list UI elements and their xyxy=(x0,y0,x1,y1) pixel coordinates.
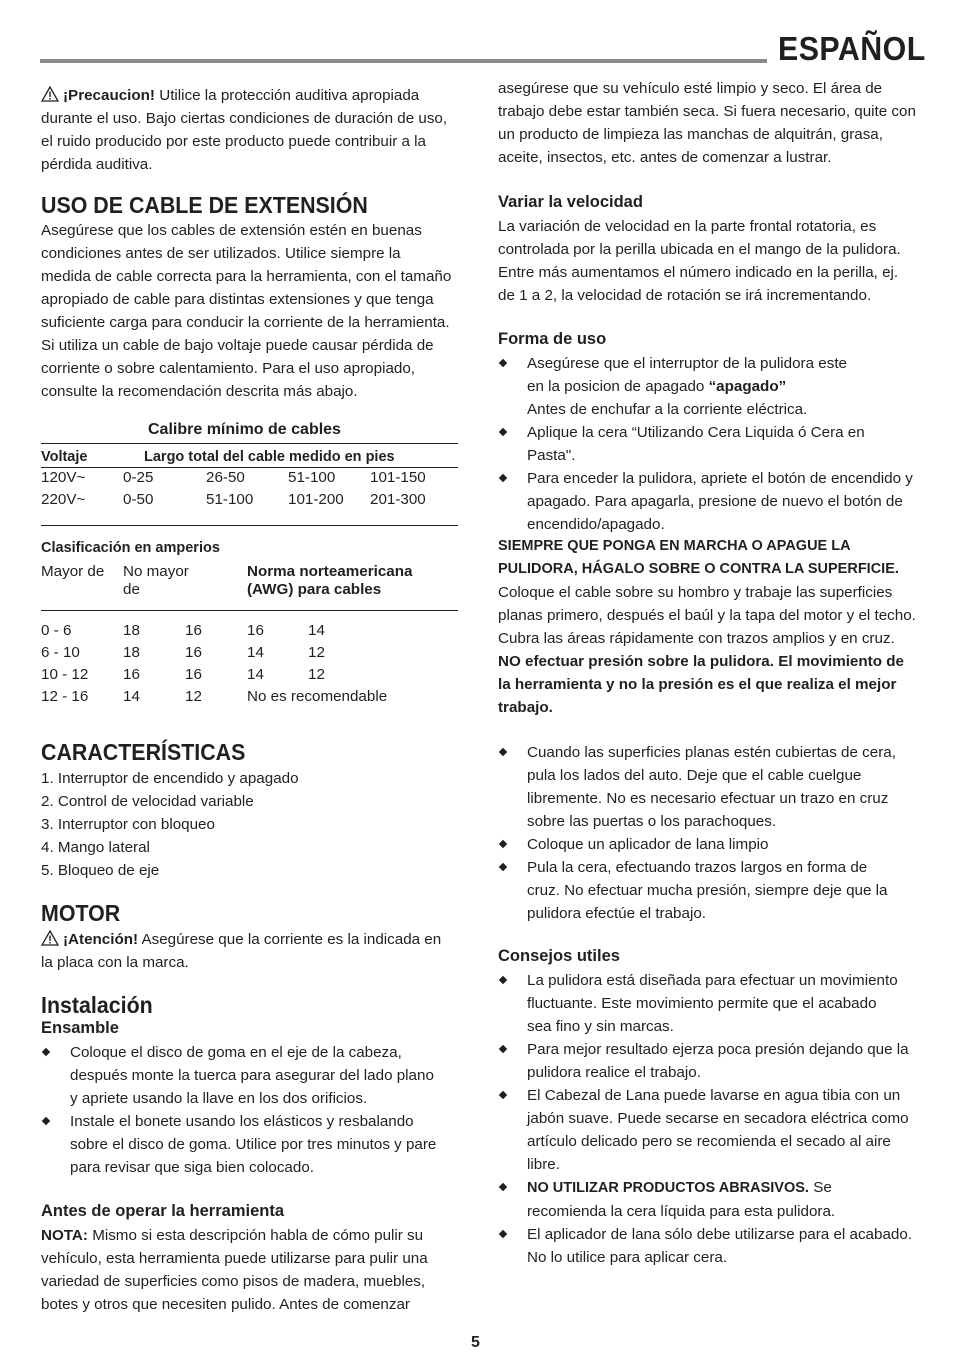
bullet-icon xyxy=(499,840,507,848)
motor-text: Asegúrese que la corriente es la indicada en la placa con la marca. xyxy=(41,931,442,971)
list-item: Para mejor resultado ejerza poca presión dejando que la pulidora realice el trabajo. xyxy=(498,1038,912,1084)
language-heading: ESPAÑOL xyxy=(778,30,926,67)
table2-h-nomayor: No mayor de xyxy=(123,563,189,598)
speed-body: La variación de velocidad en la parte frontal rotatoria, es controlada por la perilla ubicada en el mango de la pulidora. Entre más aumentamos el número indicado en la perilla, ej. de 1 a 2, la velocidad de rotación se irá incrementando. xyxy=(498,218,901,304)
motor-label: ¡Atención! xyxy=(63,931,139,948)
speed-title: Variar la velocidad xyxy=(498,193,643,211)
list-item: Cuando las superficies planas estén cubiertas de cera, pula los lados del auto. Deje que el cable cuelgue libremente. No es necesario efectuar un trazo en cruz sobre las puertas o los parachoques. xyxy=(498,741,900,833)
bullet-icon xyxy=(499,1091,507,1099)
list-item: Pula la cera, efectuando trazos largos en forma de cruz. No efectuar mucha presión, siempre deje que la pulidora efectúe el trabajo. xyxy=(498,856,900,925)
feature-item: 1. Interruptor de encendido y apagado xyxy=(41,770,299,787)
list-item: La pulidora está diseñada para efectuar un movimiento fluctuante. Este movimiento permite que el acabado sea fino y sin marcas. xyxy=(498,969,902,1038)
bullet-icon xyxy=(42,1048,50,1056)
table1-col-voltage: Voltaje xyxy=(41,449,88,465)
feature-item: 3. Interruptor con bloqueo xyxy=(41,816,215,833)
feature-item: 2. Control de velocidad variable xyxy=(41,793,254,810)
bullet-icon xyxy=(499,863,507,871)
table1-bottom-rule xyxy=(41,525,458,526)
table2-title: Clasificación en amperios xyxy=(41,540,220,556)
features-title: CARACTERÍSTICAS xyxy=(41,739,246,765)
motor-title: MOTOR xyxy=(41,900,121,926)
list-item: Coloque el disco de goma en el eje de la cabeza, después monte la tuerca para asegurar del lado plano y apriete usando la llave en los dos orificios. xyxy=(41,1041,441,1110)
bullet-icon xyxy=(499,1045,507,1053)
features-list xyxy=(41,767,453,882)
tips-title: Consejos utiles xyxy=(498,947,620,965)
bullet-icon xyxy=(499,1183,507,1191)
list-item: Para enceder la pulidora, apriete el botón de encendido y apagado. Para apagarla, presione de nuevo el botón de encendido/apagado. xyxy=(498,467,916,536)
bullet-icon xyxy=(499,428,507,436)
table1-title: Calibre mínimo de cables xyxy=(148,421,341,438)
before-title: Antes de operar la herramienta xyxy=(41,1202,285,1220)
usage-list xyxy=(498,352,916,536)
table2-h-norma: Norma norteamericana (AWG) para cables xyxy=(247,563,413,598)
precaution-text: Utilice la protección auditiva apropiada durante el uso. Bajo ciertas condiciones de duración de uso, el ruido producido por este producto puede contribuir a la pérdida auditiva. xyxy=(41,87,448,173)
motor-paragraph xyxy=(41,928,456,974)
list-item: Aplique la cera “Utilizando Cera Liquida ó Cera en Pasta". xyxy=(498,421,916,467)
precaution-label: ¡Precaucion! xyxy=(63,87,155,104)
precaution-paragraph xyxy=(41,84,456,176)
bullet-icon xyxy=(42,1117,50,1125)
before-paragraph: NOTA: Mismo si esta descripción habla de cómo pulir su vehículo, esta herramienta puede utilizarse para pulir una variedad de superficies como pisos de madera, muebles, botes y otros que necesiten pulido. Antes de comenzar xyxy=(41,1227,428,1313)
header-rule xyxy=(40,59,767,63)
list-item: Instale el bonete usando los elásticos y resbalando sobre el disco de goma. Utilice por tres minutos y pare para revisar que siga bien colocado. xyxy=(41,1110,441,1179)
install-subtitle: Ensamble xyxy=(41,1019,119,1037)
cleaning-paragraph: asegúrese que su vehículo esté limpio y seco. El área de trabajo debe estar también seca. Si fuera necesario, quite con un producto de limpieza las manchas de alquitrán, grasa, aceite, insectos, etc. antes de comenzar a lustrar. xyxy=(498,80,916,166)
list-item: NO UTILIZAR PRODUCTOS ABRASIVOS. Se recomienda la cera líquida para esta pulidora. xyxy=(498,1176,857,1223)
polish-list xyxy=(498,741,900,925)
bullet-icon xyxy=(499,1230,507,1238)
bullet-icon xyxy=(499,976,507,984)
bullet-icon xyxy=(499,474,507,482)
bullet-icon xyxy=(499,359,507,367)
extension-title: USO DE CABLE DE EXTENSIÓN xyxy=(41,192,368,218)
warning-icon xyxy=(41,86,59,102)
page-number: 5 xyxy=(471,1334,480,1351)
table1-col-length: Largo total del cable medido en pies xyxy=(144,449,395,465)
list-item: Coloque un aplicador de lana limpio xyxy=(498,833,900,856)
feature-item: 5. Bloqueo de eje xyxy=(41,862,160,879)
table2-header-rule xyxy=(41,610,458,611)
usage-title: Forma de uso xyxy=(498,330,607,348)
install-title: Instalación xyxy=(41,992,153,1018)
always-paragraph: SIEMPRE QUE PONGA EN MARCHA O APAGUE LA PULIDORA, HÁGALO SOBRE O CONTRA LA SUPERFICIE. Coloque el cable sobre su hombro y trabaje las superficies planas primero, después el baúl y la tapa del motor y el techo. Cubra las áreas rápidamente con trazos amplios y en cruz. NO efectuar presión sobre la pulidora. El movimiento de la herramienta y no la presión es el que realiza el mejor trabajo. xyxy=(498,538,916,716)
list-item: Asegúrese que el interruptor de la pulidora este en la posicion de apagado “apagado” Antes de enchufar a la corriente eléctrica. xyxy=(498,352,867,421)
install-list xyxy=(41,1041,441,1179)
feature-item: 4. Mango lateral xyxy=(41,839,150,856)
table2-h-mayor: Mayor de xyxy=(41,563,105,580)
table1-top-rule xyxy=(41,443,458,444)
tips-list xyxy=(498,969,916,1269)
list-item: El Cabezal de Lana puede lavarse en agua tibia con un jabón suave. Puede secarse en secadora eléctrica como artículo delicado pero se recomienda el secado al aire libre. xyxy=(498,1084,916,1176)
list-item: El aplicador de lana sólo debe utilizarse para el acabado. No lo utilice para aplicar cera. xyxy=(498,1223,916,1269)
extension-body: Asegúrese que los cables de extensión estén en buenas condiciones antes de ser utilizados. Utilice siempre la medida de cable correcta para la herramienta, con el tamaño apropiado de cable para distintas extensiones y que tenga suficiente carga para conducir la corriente de la herramienta. Si utiliza un cable de bajo voltaje puede causar pérdida de corriente o sobre calentamiento. Para el uso apropiado, consulte la recomendación descrita más abajo. xyxy=(41,222,452,400)
warning-icon xyxy=(41,930,59,946)
bullet-icon xyxy=(499,748,507,756)
